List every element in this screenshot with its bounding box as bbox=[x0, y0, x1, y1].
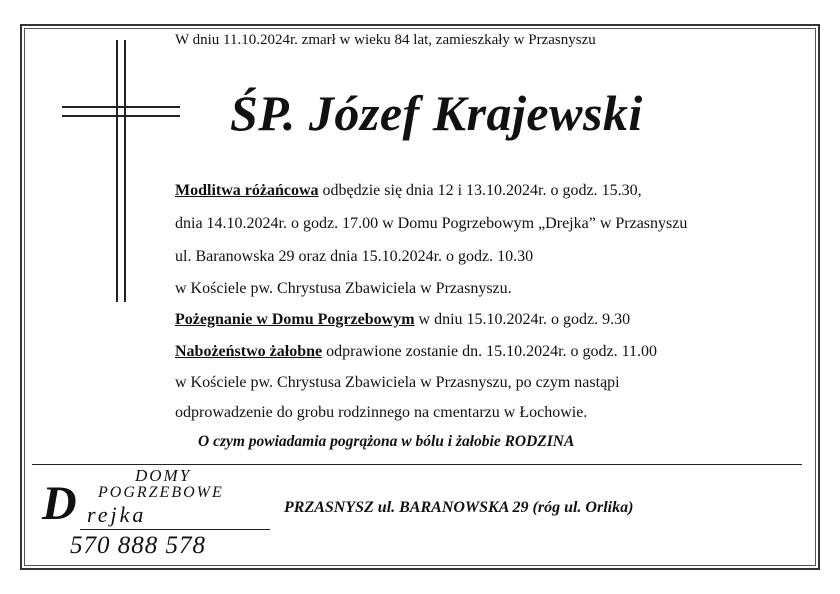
phone-number: 570 888 578 bbox=[70, 532, 206, 559]
logo-pogrzebowe: POGRZEBOWE bbox=[98, 484, 224, 501]
intro-text: W dniu 11.10.2024r. zmarł w wieku 84 lat, zamieszkały w Przasnyszu bbox=[175, 32, 596, 48]
info-line-5: Pożegnanie w Domu Pogrzebowym w dniu 15.10.2024r. o godz. 9.30 bbox=[175, 311, 631, 328]
logo-domy: DOMY bbox=[135, 466, 192, 485]
address: PRZASNYSZ ul. BARANOWSKA 29 (róg ul. Orlika) bbox=[284, 499, 634, 516]
info-line-8: odprowadzenie do grobu rodzinnego na cmentarzu w Łochowie. bbox=[175, 404, 588, 421]
info-line-3: ul. Baranowska 29 oraz dnia 15.10.2024r. o godz. 10.30 bbox=[175, 248, 534, 265]
heading-rosary: Modlitwa różańcowa bbox=[175, 182, 319, 199]
heading-farewell: Pożegnanie w Domu Pogrzebowym bbox=[175, 311, 415, 328]
info-line-1: Modlitwa różańcowa odbędzie się dnia 12 i 13.10.2024r. o godz. 15.30, bbox=[175, 182, 642, 199]
heading-service: Nabożeństwo żałobne bbox=[175, 343, 323, 360]
closing-text: O czym powiadamia pogrążona w bólu i żałobie RODZINA bbox=[198, 433, 575, 450]
logo-underline bbox=[80, 529, 270, 530]
logo-rest: rejka bbox=[87, 502, 147, 527]
logo-initial: D bbox=[42, 477, 77, 530]
info-line-7: w Kościele pw. Chrystusa Zbawiciela w Przasnyszu, po czym nastąpi bbox=[175, 374, 620, 391]
drejka-logo bbox=[40, 466, 240, 562]
deceased-name: ŚP. Józef Krajewski bbox=[230, 85, 643, 141]
divider bbox=[32, 464, 802, 465]
info-line-6: Nabożeństwo żałobne odprawione zostanie dn. 15.10.2024r. o godz. 11.00 bbox=[175, 343, 658, 360]
info-line-2: dnia 14.10.2024r. o godz. 17.00 w Domu Pogrzebowym „Drejka” w Przasnyszu bbox=[175, 215, 688, 232]
info-line-4: w Kościele pw. Chrystusa Zbawiciela w Przasnyszu. bbox=[175, 280, 512, 297]
